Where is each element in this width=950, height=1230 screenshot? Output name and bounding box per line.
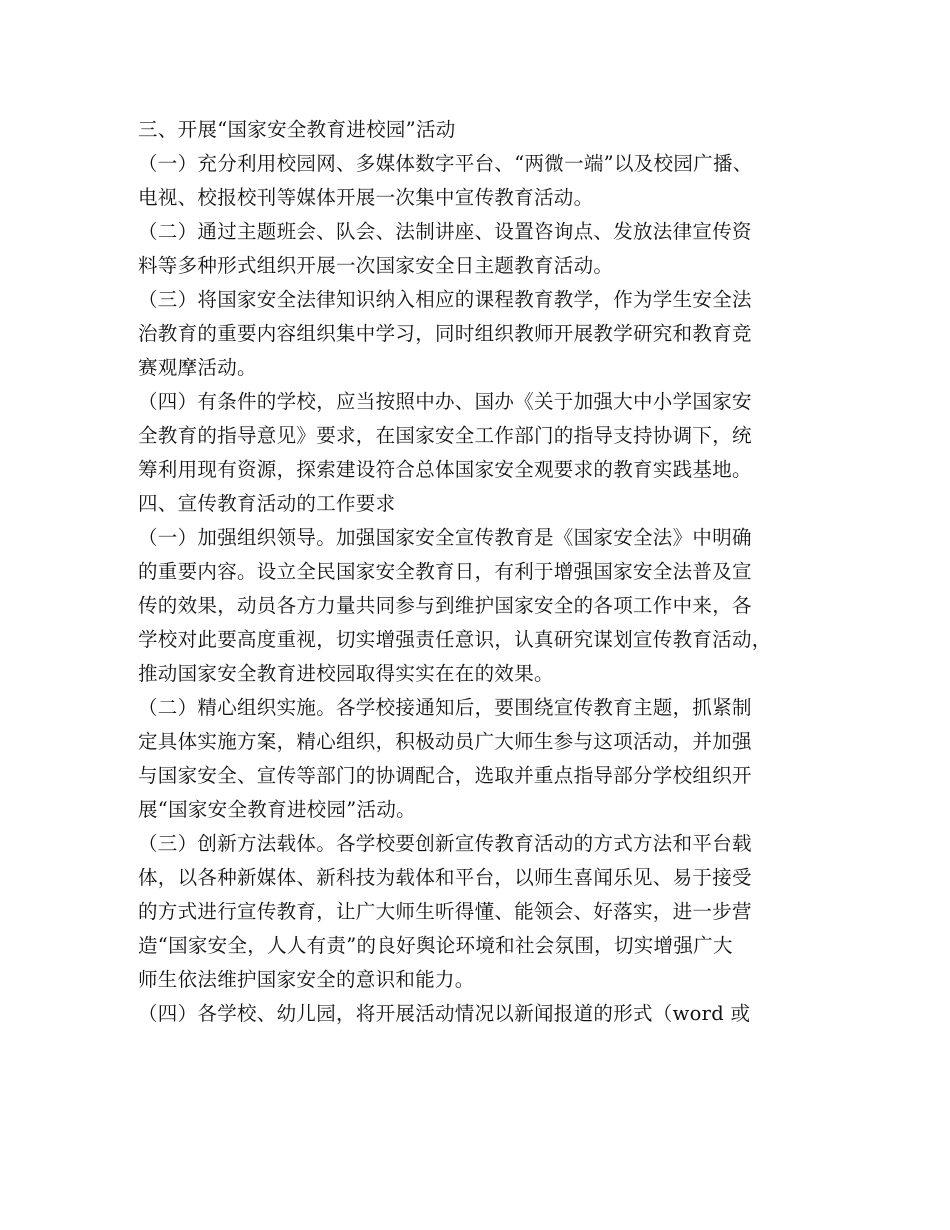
text-line: 体，以各种新媒体、新科技为载体和平台，以师生喜闻乐见、易于接受 [138, 866, 752, 889]
document-body [138, 113, 838, 1031]
text-line: （三）创新方法载体。各学校要创新宣传教育活动的方式方法和平台载 [138, 832, 752, 855]
text-line: 的重要内容。设立全民国家安全教育日，有利于增强国家安全法普及宣 [138, 560, 752, 583]
text-line: 赛观摩活动。 [138, 356, 257, 379]
text-line: （一）加强组织领导。加强国家安全宣传教育是《国家安全法》中明确 [138, 526, 752, 549]
text-line: 治教育的重要内容组织集中学习，同时组织教师开展教学研究和教育竞 [138, 322, 752, 345]
section-heading-4: 四、宣传教育活动的工作要求 [138, 492, 396, 515]
text-line: 定具体实施方案，精心组织，积极动员广大师生参与这项活动，并加强 [138, 730, 752, 753]
text-line: 的方式进行宣传教育，让广大师生听得懂、能领会、好落实，进一步营 [138, 900, 752, 923]
text-line: 推动国家安全教育进校园取得实实在在的效果。 [138, 662, 554, 685]
text-line: 师生依法维护国家安全的意识和能力。 [138, 968, 475, 991]
text-line: （四）各学校、幼儿园，将开展活动情况以新闻报道的形式（word 或 [138, 1002, 751, 1025]
text-line: 与国家安全、宣传等部门的协调配合，选取并重点指导部分学校组织开 [138, 764, 752, 787]
text-line: 造“国家安全，人人有责”的良好舆论环境和社会氛围，切实增强广大 [138, 934, 733, 957]
text-line: （三）将国家安全法律知识纳入相应的课程教育教学，作为学生安全法 [138, 288, 752, 311]
text-line: 全教育的指导意见》要求，在国家安全工作部门的指导支持协调下，统 [138, 424, 752, 447]
text-line: 电视、校报校刊等媒体开展一次集中宣传教育活动。 [138, 186, 594, 209]
text-line: 学校对此要高度重视，切实增强责任意识，认真研究谋划宣传教育活动， [138, 628, 772, 651]
text-line: （二）通过主题班会、队会、法制讲座、设置咨询点、发放法律宣传资 [138, 220, 752, 243]
text-line: 筹利用现有资源，探索建设符合总体国家安全观要求的教育实践基地。 [138, 458, 752, 481]
text-line: 传的效果，动员各方力量共同参与到维护国家安全的各项工作中来，各 [138, 594, 752, 617]
text-line: （四）有条件的学校，应当按照中办、国办《关于加强大中小学国家安 [138, 390, 752, 413]
section-heading-3: 三、开展“国家安全教育进校园”活动 [138, 118, 456, 141]
text-line: （一）充分利用校园网、多媒体数字平台、“两微一端”以及校园广播、 [138, 152, 753, 175]
text-line: （二）精心组织实施。各学校接通知后，要围绕宣传教育主题，抓紧制 [138, 696, 752, 719]
text-line: 展“国家安全教育进校园”活动。 [138, 798, 416, 821]
text-line: 料等多种形式组织开展一次国家安全日主题教育活动。 [138, 254, 614, 277]
